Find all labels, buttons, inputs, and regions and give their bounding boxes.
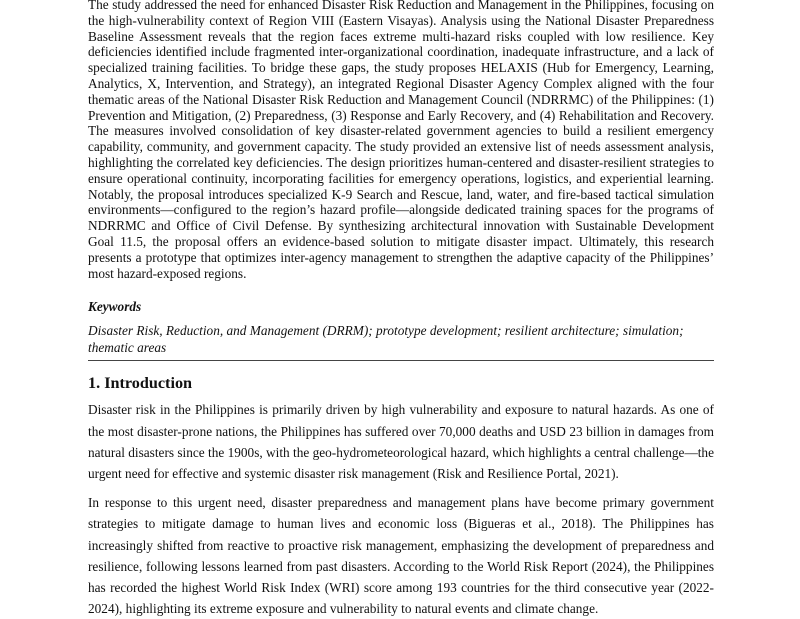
keywords-list: Disaster Risk, Reduction, and Management (DRRM); prototype development; resilient architecture; simulation; thematic areas (88, 323, 684, 356)
paper-page (88, 0, 714, 619)
keywords-section (88, 299, 714, 356)
introduction-paragraph: In response to this urgent need, disaster preparedness and management plans have become primary government strategies to mitigate damage to human lives and economic loss (Bigueras et al., 2018). The Philippines has increasingly shifted from reactive to proactive risk management, emphasizing the development of preparedness and resilience, following lessons learned from past disasters. According to the World Risk Report (2024), the Philippines has recorded the highest World Risk Index (WRI) score among 193 countries for the third consecutive year (2022-2024), highlighting its extreme exposure and vulnerability to natural events and climate change. (88, 495, 714, 617)
section-divider (88, 360, 714, 361)
introduction-heading: 1. Introduction (88, 374, 193, 393)
introduction-paragraph: Disaster risk in the Philippines is primarily driven by high vulnerability and exposure to natural hazards. As one of the most disaster-prone nations, the Philippines has suffered over 70,000 deaths and USD 23 billion in damages from natural disasters since the 1900s, with the geo-hydrometeorological hazard, which highlights a central challenge—the urgent need for effective and systemic disaster risk management (Risk and Resilience Portal, 2021). (88, 402, 714, 481)
keywords-heading: Keywords (88, 299, 142, 315)
abstract-paragraph: The study addressed the need for enhanced Disaster Risk Reduction and Management in the Philippines, focusing on the high-vulnerability context of Region VIII (Eastern Visayas). Analysis using the National Disaster Preparedness Baseline Assessment reveals that the region faces extreme multi-hazard risks coupled with low resilience. Key deficiencies identified include fragmented inter-organizational coordination, inadequate infrastructure, and a lack of specialized training facilities. To bridge these gaps, the study proposes HELAXIS (Hub for Emergency, Learning, Analytics, X, Intervention, and Strategy), an integrated Regional Disaster Agency Complex aligned with the four thematic areas of the National Disaster Risk Reduction and Management Council (NDRRMC) of the Philippines: (1) Prevention and Mitigation, (2) Preparedness, (3) Response and Early Recovery, and (4) Rehabilitation and Recovery. The measures involved consolidation of key disaster-related government agencies to build a resilient emergency capability, community, and government capacity. The study provided an extensive list of needs assessment analysis, highlighting the correlated key deficiencies. The design prioritizes human-centered and disaster-resilient strategies to ensure operational continuity, incorporating facilities for emergency operations, logistics, and experiential learning. Notably, the proposal introduces specialized K-9 Search and Rescue, land, water, and fire-based tactical simulation environments—configured to the region’s hazard profile—alongside dedicated training spaces for the programs of NDRRMC and Office of Civil Defense. By synthesizing architectural innovation with Sustainable Development Goal 11.5, the proposal offers an evidence-based solution to mitigate disaster impact. Ultimately, this research presents a prototype that optimizes inter-agency management to strengthen the adaptive capacity of the Philippines’ most hazard-exposed regions. (88, 0, 714, 281)
